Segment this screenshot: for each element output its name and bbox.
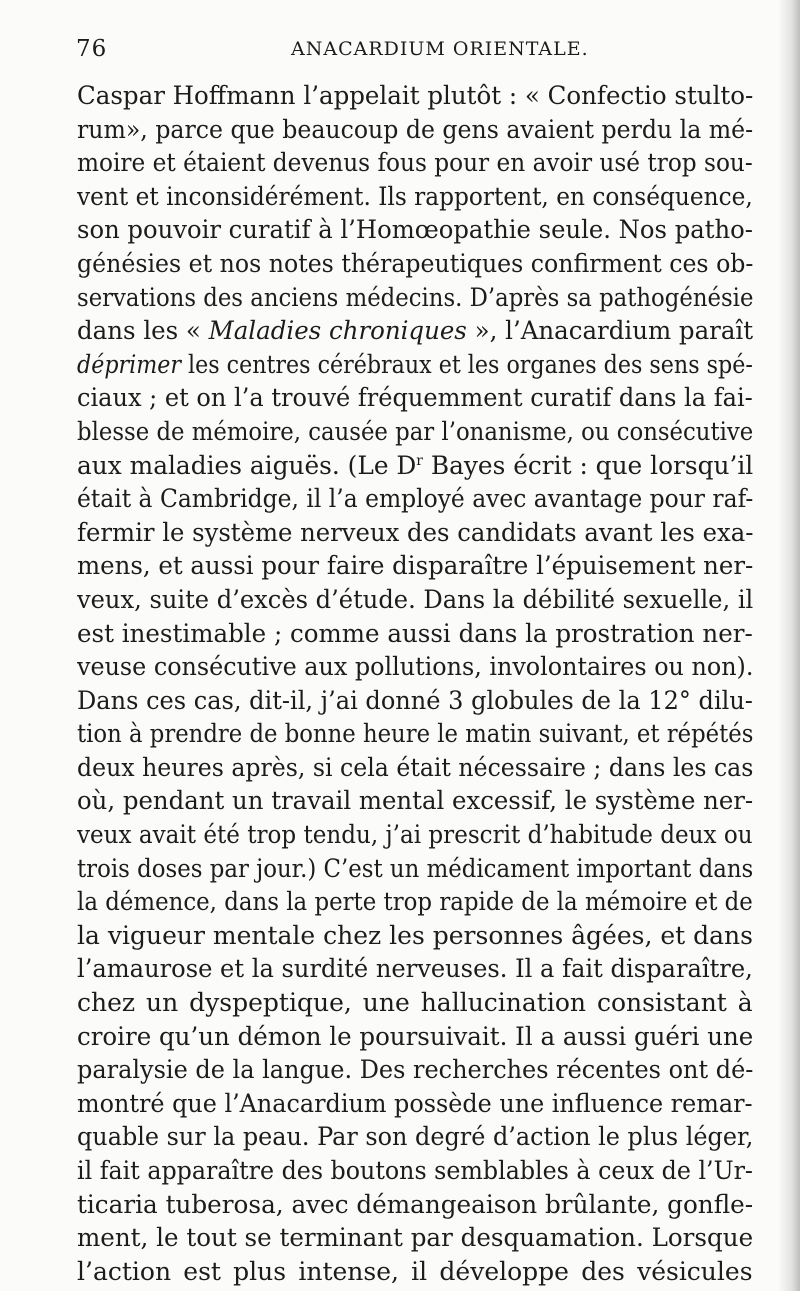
text-line: croire qu’un démon le poursuivait. Il a aussi guéri une <box>77 1021 753 1051</box>
page-number: 76 <box>76 36 108 62</box>
text-line: veux, suite d’excès d’étude. Dans la débilité sexuelle, il <box>77 584 753 614</box>
text-line: rum», parce que beaucoup de gens avaient perdu la mé- <box>77 114 753 144</box>
text-line: servations des anciens médecins. D’après sa pathogénésie <box>77 282 753 312</box>
italic-word: déprimer <box>77 349 181 379</box>
text-line: ment, le tout se terminant par desquamation. Lorsque <box>77 1223 753 1253</box>
superscript: r <box>416 452 423 469</box>
text-line: chez un dyspeptique, une hallucination consistant à <box>77 988 753 1018</box>
text-line: ticaria tuberosa, avec démangeaison brûlante, gonfle- <box>77 1189 753 1219</box>
text-line: la vigueur mentale chez les personnes âgées, et dans <box>77 920 753 950</box>
text-line: génésies et nos notes thérapeutiques confirment ces ob- <box>77 248 753 278</box>
text-line: aux maladies aiguës. (Le $D^r$ Bayes écrit : que lorsqu’il <box>77 450 753 480</box>
text-line: déprimer les centres cérébraux et les organes des sens spé- <box>77 349 753 379</box>
text-line: trois doses par jour.) C’est un médicament important dans <box>77 853 753 883</box>
text-line: la démence, dans la perte trop rapide de la mémoire et de <box>77 887 753 917</box>
text-line: Dans ces cas, dit-il, j’ai donné 3 globules de la 12° dilu- <box>77 685 753 715</box>
text-line: dans les « Maladies chroniques », l’Anacardium paraît <box>77 316 753 346</box>
text-line: mens, et aussi pour faire disparaître l’épuisement ner- <box>77 551 753 581</box>
page-edge-shadow <box>778 0 800 1291</box>
text-line: quable sur la peau. Par son degré d’action le plus léger, <box>77 1122 753 1152</box>
running-title: ANACARDIUM ORIENTALE. <box>291 38 589 60</box>
text-line: il fait apparaître des boutons semblables à ceux de l’Ur- <box>77 1156 753 1185</box>
text-line: l’amaurose et la surdité nerveuses. Il a fait disparaître, <box>77 954 753 984</box>
body-text <box>77 79 753 1288</box>
italic-title: Maladies chroniques <box>208 316 467 346</box>
text-line: tion à prendre de bonne heure le matin suivant, et répétés <box>77 719 753 749</box>
text-line: fermir le système nerveux des candidats avant les exa- <box>77 517 753 547</box>
text-line: Caspar Hoffmann l’appelait plutôt : « Confectio stulto- <box>77 81 753 110</box>
text-line: ciaux ; et on l’a trouvé fréquemment curatif dans la fai- <box>77 383 753 413</box>
text-line: deux heures après, si cela était nécessaire ; dans les cas <box>77 752 753 782</box>
text-line: est inestimable ; comme aussi dans la prostration ner- <box>77 618 753 648</box>
text-line: veuse consécutive aux pollutions, involontaires ou non). <box>77 652 753 682</box>
text-line: était à Cambridge, il l’a employé avec avantage pour raf- <box>77 484 753 514</box>
text-line: blesse de mémoire, causée par l’onanisme, ou consécutive <box>77 416 753 446</box>
text-line: veux avait été trop tendu, j’ai prescrit d’habitude deux ou <box>77 820 753 850</box>
page-header <box>76 36 736 66</box>
text-line: paralysie de la langue. Des recherches récentes ont dé- <box>77 1055 753 1085</box>
text-line: où, pendant un travail mental excessif, le système ner- <box>77 786 753 816</box>
text-line: l’action est plus intense, il développe des vésicules <box>77 1256 753 1286</box>
text-line: moire et étaient devenus fous pour en avoir usé trop sou- <box>77 148 753 178</box>
text-line: vent et inconsidérément. Ils rapportent, en conséquence, <box>77 181 753 211</box>
text-line: son pouvoir curatif à l’Homœopathie seule. Nos patho- <box>77 215 753 245</box>
text-line: montré que l’Anacardium possède une influence remar- <box>77 1088 753 1118</box>
